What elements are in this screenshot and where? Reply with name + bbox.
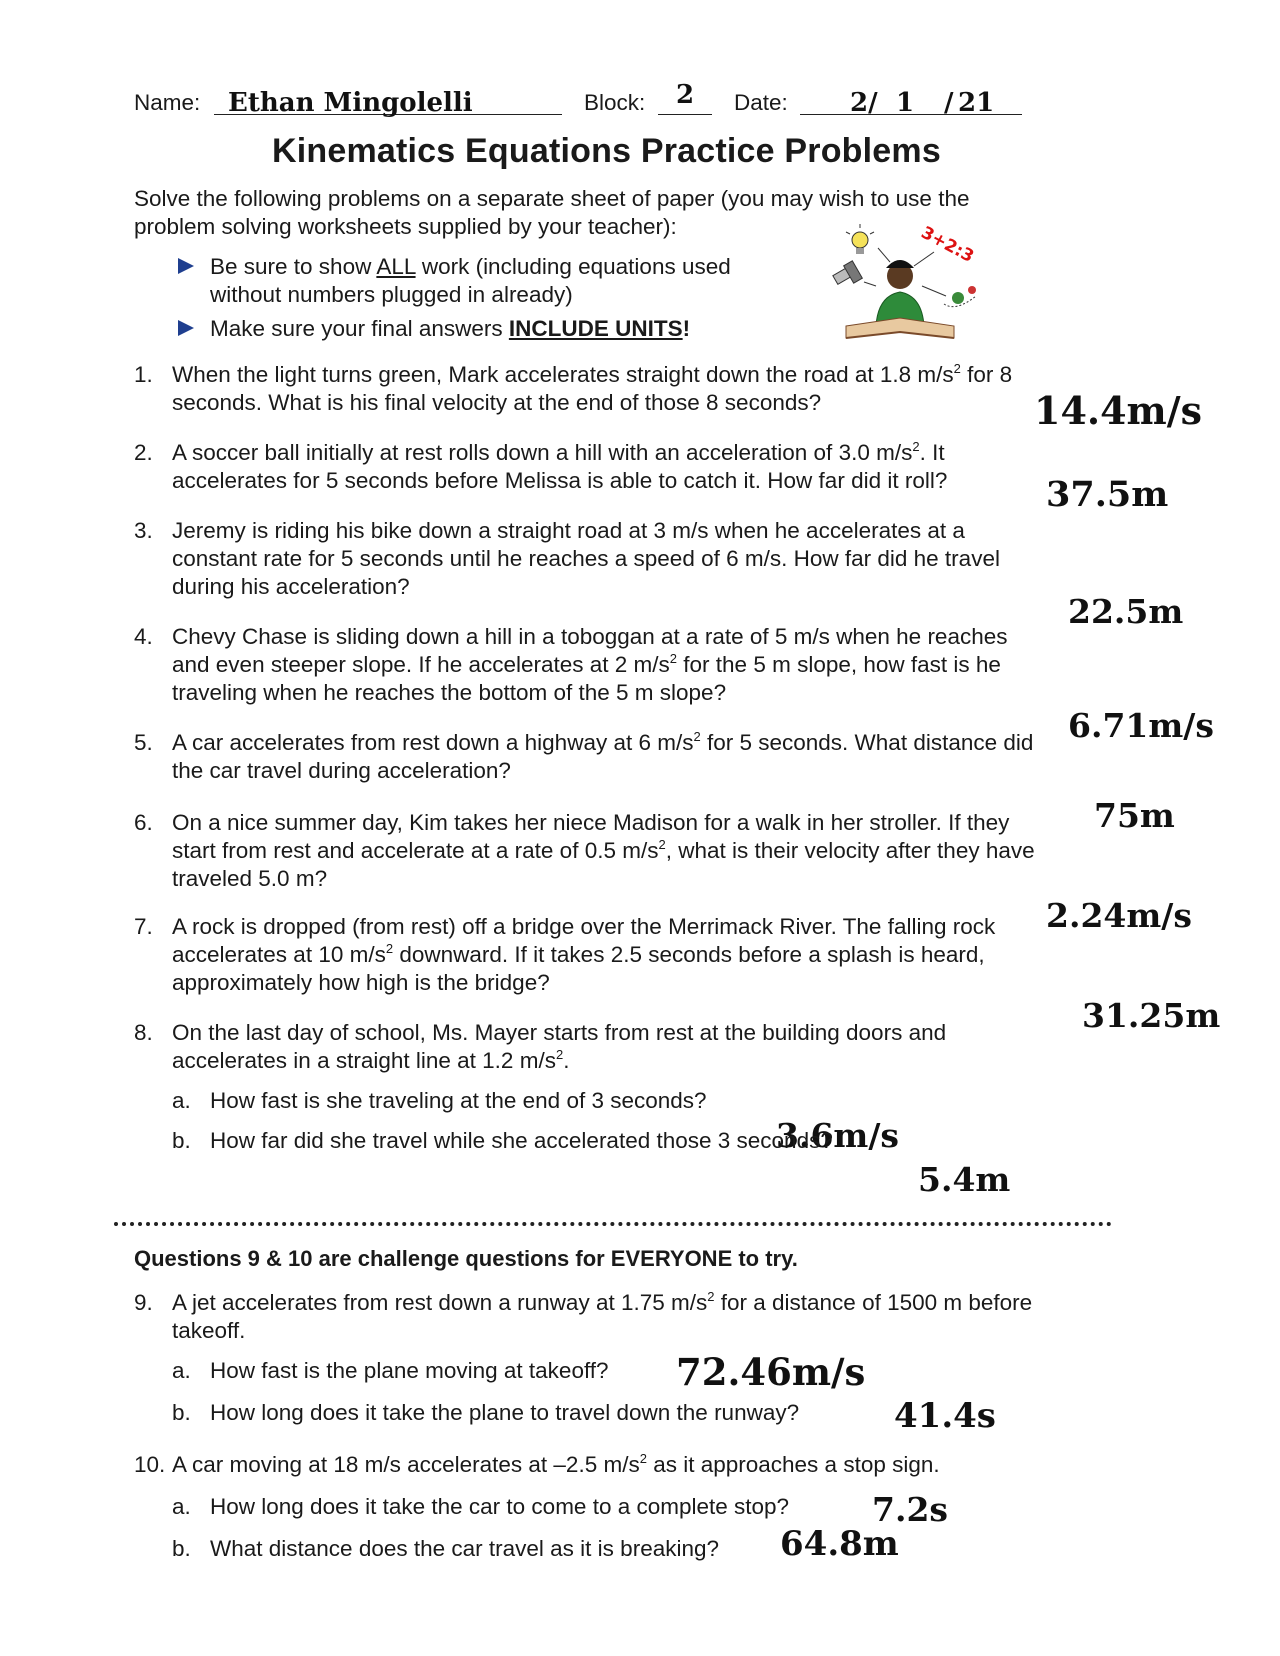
block-label: Block: — [584, 90, 646, 115]
problem-4-answer[interactable]: 6.71m/s — [1068, 706, 1214, 745]
problem-6-answer[interactable]: 2.24m/s — [1046, 896, 1192, 935]
problem-8-number: 8. — [134, 1020, 153, 1045]
clipart-math-text: 3+2:3 — [917, 222, 977, 267]
problem-8a-answer[interactable]: 3.6m/s — [776, 1116, 899, 1155]
problem-5-answer[interactable]: 75m — [1094, 796, 1175, 835]
problem-3-line-2: constant rate for 5 seconds until he reaches a speed of 6 m/s. How far did he travel — [172, 546, 1000, 571]
name-label: Name: — [134, 90, 201, 115]
date-year[interactable]: 21 — [958, 88, 995, 118]
problem-7-line-1: A rock is dropped (from rest) off a bridge over the Merrimack River. The falling rock — [172, 914, 996, 939]
problem-10b-label: b. — [172, 1536, 191, 1561]
problem-3-line-3: during his acceleration? — [172, 574, 410, 599]
challenge-heading: Questions 9 & 10 are challenge questions for EVERYONE to try. — [134, 1246, 798, 1271]
problem-2-line-1: A soccer ball initially at rest rolls down a hill with an acceleration of 3.0 $m/s^2$. It — [172, 439, 945, 465]
problem-1-line-2: seconds. What is his final velocity at the end of those 8 seconds? — [172, 390, 822, 415]
planet-icon — [944, 286, 976, 307]
bullet-2: Make sure your final answers INCLUDE UNITS! — [210, 316, 691, 341]
problem-10a-answer[interactable]: 7.2s — [872, 1490, 948, 1529]
problem-9-number: 9. — [134, 1290, 153, 1315]
problem-9-line-1: A jet accelerates from rest down a runway at 1.75 $m/s^2$ for a distance of 1500 m before — [172, 1289, 1033, 1315]
bullet-1-cont: without numbers plugged in already) — [210, 282, 573, 307]
problem-8a-text: How fast is she traveling at the end of 3 seconds? — [210, 1088, 707, 1113]
problem-2-line-2: accelerates for 5 seconds before Melissa is able to catch it. How far did it roll? — [172, 468, 948, 493]
date-label: Date: — [734, 90, 788, 115]
bullet-arrow-icon — [178, 258, 194, 274]
intro-line-1: Solve the following problems on a separate sheet of paper (you may wish to use the — [134, 186, 970, 211]
bullet-1: Be sure to show ALL work (including equations used — [210, 254, 731, 279]
date-slash: / — [944, 88, 954, 118]
problem-7-line-3: approximately how high is the bridge? — [172, 970, 550, 995]
problem-9a-text: How fast is the plane moving at takeoff? — [210, 1358, 609, 1383]
problem-9b-label: b. — [172, 1400, 191, 1425]
problem-4-line-2: and even steeper slope. If he accelerates at 2 $m/s^2$ for the 5 m slope, how fast is he — [172, 651, 1001, 677]
problem-8b-answer[interactable]: 5.4m — [918, 1160, 1011, 1199]
problem-7-line-2: accelerates at 10 $m/s^2$ downward. If it takes 2.5 seconds before a splash is heard, — [172, 941, 985, 967]
block-field[interactable]: 2 — [676, 80, 695, 110]
problem-8-line-2: accelerates in a straight line at 1.2 $m/s^2$. — [172, 1047, 570, 1073]
problem-9b-answer[interactable]: 41.4s — [894, 1396, 996, 1436]
problem-8a-label: a. — [172, 1088, 191, 1113]
problem-3-number: 3. — [134, 518, 153, 543]
problem-7-answer[interactable]: 31.25m — [1082, 996, 1221, 1035]
bullet-arrow-icon — [178, 320, 194, 336]
student-icon — [846, 260, 954, 338]
problem-6-line-3: traveled 5.0 m? — [172, 866, 328, 891]
problem-7-number: 7. — [134, 914, 153, 939]
block-underline — [658, 114, 712, 115]
problem-3-answer[interactable]: 22.5m — [1068, 592, 1184, 631]
problem-8b-label: b. — [172, 1128, 191, 1153]
problem-1-line-1: When the light turns green, Mark accelerates straight down the road at 1.8 $m/s^2$ for 8 — [172, 361, 1013, 387]
name-field[interactable]: Ethan Mingolelli — [228, 88, 473, 118]
problem-5-number: 5. — [134, 730, 153, 755]
problem-8-line-1: On the last day of school, Ms. Mayer starts from rest at the building doors and — [172, 1020, 947, 1045]
student-studying-clipart — [826, 222, 996, 352]
problem-3-line-1: Jeremy is riding his bike down a straight road at 3 m/s when he accelerates at a — [172, 518, 965, 543]
problem-2-number: 2. — [134, 440, 153, 465]
problem-1-answer[interactable]: 14.4m/s — [1034, 388, 1203, 433]
problem-10a-label: a. — [172, 1494, 191, 1519]
intro-line-2: problem solving worksheets supplied by your teacher): — [134, 214, 677, 239]
problem-9a-answer[interactable]: 72.46m/s — [676, 1350, 866, 1394]
problem-9a-label: a. — [172, 1358, 191, 1383]
problem-5-line-1: A car accelerates from rest down a highway at 6 $m/s^2$ for 5 seconds. What distance did — [172, 729, 1034, 755]
date-day[interactable]: 1 — [896, 88, 915, 118]
problem-8b-text: How far did she travel while she accelerated those 3 seconds? — [210, 1128, 833, 1153]
problem-10b-answer[interactable]: 64.8m — [780, 1524, 899, 1564]
problem-4-line-3: traveling when he reaches the bottom of the 5 m slope? — [172, 680, 727, 705]
problem-10a-text: How long does it take the car to come to a complete stop? — [210, 1494, 790, 1519]
problem-6-number: 6. — [134, 810, 153, 835]
section-divider — [114, 1222, 1112, 1226]
problem-2-answer[interactable]: 37.5m — [1046, 474, 1169, 515]
problem-1-number: 1. — [134, 362, 153, 387]
problem-9b-text: How long does it take the plane to travel down the runway? — [210, 1400, 800, 1425]
problem-5-line-2: the car travel during acceleration? — [172, 758, 511, 783]
problem-6-line-1: On a nice summer day, Kim takes her niece Madison for a walk in her stroller. If they — [172, 810, 1010, 835]
problem-4-number: 4. — [134, 624, 153, 649]
problem-10-number: 10. — [134, 1452, 166, 1477]
date-month[interactable]: 2/ — [850, 88, 878, 118]
satellite-icon — [833, 261, 862, 284]
problem-10b-text: What distance does the car travel as it is breaking? — [210, 1536, 720, 1561]
lightbulb-icon — [846, 224, 874, 254]
problem-10-line-1: A car moving at 18 m/s accelerates at –2.5 $m/s^2$ as it approaches a stop sign. — [172, 1451, 940, 1477]
problem-6-line-2: start from rest and accelerate at a rate of 0.5 $m/s^2$, what is their velocity after they have — [172, 837, 1035, 863]
page-title: Kinematics Equations Practice Problems — [272, 132, 941, 170]
problem-4-line-1: Chevy Chase is sliding down a hill in a toboggan at a rate of 5 m/s when he reaches — [172, 624, 1008, 649]
problem-9-line-2: takeoff. — [172, 1318, 246, 1343]
